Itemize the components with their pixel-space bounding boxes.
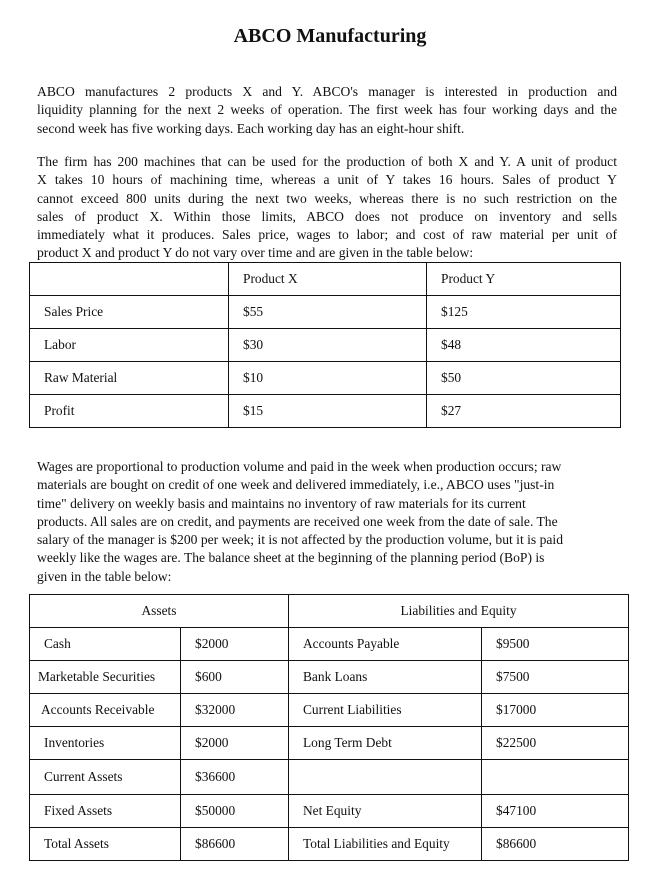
- document-title: ABCO Manufacturing: [233, 25, 427, 47]
- table-row: [30, 727, 629, 760]
- table-header-cell: Product X: [229, 263, 427, 296]
- row-label: Profit: [30, 395, 229, 428]
- cell: $30: [229, 329, 427, 362]
- asset-value: $2000: [181, 727, 289, 760]
- table-row: [30, 628, 629, 661]
- asset-label: Cash: [30, 628, 181, 661]
- text-line: liquidity planning for the next 2 weeks of operation. The first week has four working days and the: [37, 102, 617, 118]
- liability-label: Accounts Payable: [289, 628, 482, 661]
- balance-sheet-table: [29, 594, 629, 861]
- liability-label: Total Liabilities and Equity: [289, 828, 482, 861]
- table-row: [30, 661, 629, 694]
- constraints-paragraph: [37, 153, 617, 263]
- table-row: [30, 296, 621, 329]
- text-line: immediately what it produces. Sales price, wages to labor; and cost of raw material per unit of: [37, 227, 617, 243]
- table-row: [30, 362, 621, 395]
- row-label: Sales Price: [30, 296, 229, 329]
- text-line: sales of product X. Within those limits, ABCO does not produce on inventory and sells: [37, 208, 617, 224]
- cell: $27: [427, 395, 621, 428]
- asset-value: $50000: [181, 795, 289, 828]
- asset-label: Accounts Receivable: [30, 694, 181, 727]
- liability-label: Current Liabilities: [289, 694, 482, 727]
- text-line: products. All sales are on credit, and payments are received one week from the date of sale. The: [37, 513, 558, 529]
- table-row: [30, 760, 629, 795]
- asset-label: Current Assets: [30, 760, 181, 795]
- text-line: materials are bought on credit of one week and delivered immediately, i.e., ABCO uses "just-in: [37, 477, 555, 493]
- liability-value: $22500: [482, 727, 629, 760]
- liability-value: $86600: [482, 828, 629, 861]
- table-header-row: [30, 263, 621, 296]
- wages-paragraph: [37, 458, 617, 586]
- product-table: [29, 262, 621, 428]
- asset-label: Fixed Assets: [30, 795, 181, 828]
- cell: $15: [229, 395, 427, 428]
- table-row: [30, 329, 621, 362]
- intro-paragraph: [37, 83, 617, 138]
- text-line: given in the table below:: [37, 568, 172, 584]
- table-row: [30, 395, 621, 428]
- row-label: Raw Material: [30, 362, 229, 395]
- liabilities-header: Liabilities and Equity: [289, 595, 629, 628]
- assets-header: Assets: [30, 595, 289, 628]
- liability-label: Net Equity: [289, 795, 482, 828]
- asset-value: $600: [181, 661, 289, 694]
- row-label: Labor: [30, 329, 229, 362]
- text-line: Wages are proportional to production volume and paid in the week when production occurs; raw: [37, 459, 562, 474]
- text-line: X takes 10 hours of machining time, whereas a unit of Y takes 16 hours. Sales of product Y: [37, 172, 617, 188]
- text-line: time" delivery on weekly basis and maintains no inventory of raw materials for its current: [37, 495, 526, 511]
- cell: $48: [427, 329, 621, 362]
- asset-value: $36600: [181, 760, 289, 795]
- table-header-row: [30, 595, 629, 628]
- liability-label: [289, 760, 482, 795]
- text-line: weekly like the wages are. The balance sheet at the beginning of the planning period (BoP) is: [37, 550, 545, 566]
- text-line: cannot exceed 800 units during the next two weeks, whereas there is no such restriction on the: [37, 190, 617, 206]
- table-header-cell: Product Y: [427, 263, 621, 296]
- asset-value: $2000: [181, 628, 289, 661]
- cell: $50: [427, 362, 621, 395]
- liability-value: $17000: [482, 694, 629, 727]
- table-row: [30, 694, 629, 727]
- liability-value: $7500: [482, 661, 629, 694]
- asset-label: Total Assets: [30, 828, 181, 861]
- table-header-cell: [30, 263, 229, 296]
- liability-label: Long Term Debt: [289, 727, 482, 760]
- liability-label: Bank Loans: [289, 661, 482, 694]
- asset-label: Inventories: [30, 727, 181, 760]
- text-line: product X and product Y do not vary over time and are given in the table below:: [37, 245, 474, 261]
- liability-value: $47100: [482, 795, 629, 828]
- liability-value: [482, 760, 629, 795]
- asset-value: $32000: [181, 694, 289, 727]
- text-line: ABCO manufactures 2 products X and Y. ABCO's manager is interested in production and: [37, 84, 617, 99]
- liability-value: $9500: [482, 628, 629, 661]
- table-row: [30, 795, 629, 828]
- cell: $55: [229, 296, 427, 329]
- asset-value: $86600: [181, 828, 289, 861]
- text-line: The firm has 200 machines that can be used for the production of both X and Y. A unit of product: [37, 154, 617, 169]
- text-line: second week has five working days. Each working day has an eight-hour shift.: [37, 120, 465, 136]
- asset-label: Marketable Securities: [30, 661, 181, 694]
- cell: $10: [229, 362, 427, 395]
- table-row: [30, 828, 629, 861]
- text-line: salary of the manager is $200 per week; it is not affected by the production volume, but it is paid: [37, 532, 563, 548]
- cell: $125: [427, 296, 621, 329]
